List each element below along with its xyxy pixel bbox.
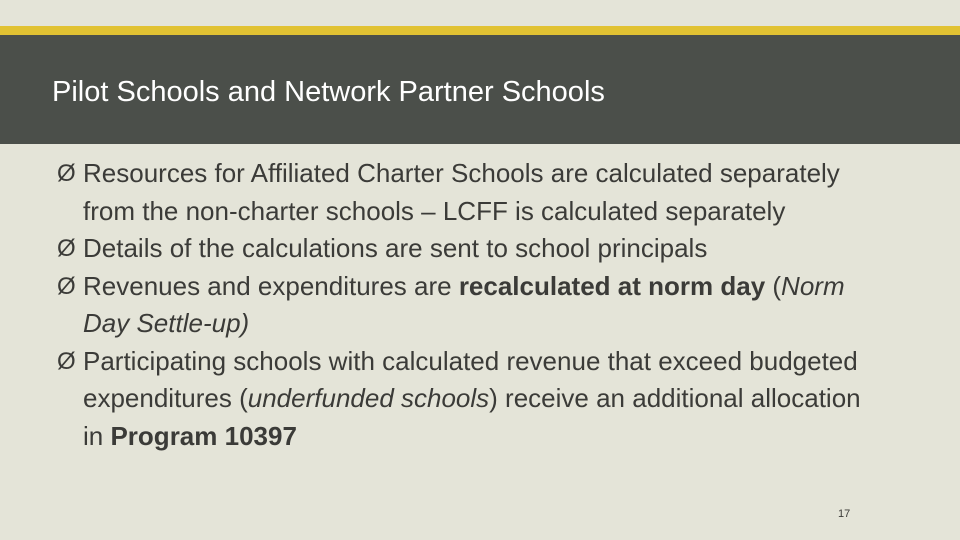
bullet-text [73,155,887,230]
bullet-text-run: Revenues and expenditures are [83,270,459,301]
bullet-text-run: ) receive an additional allocation in [83,383,861,451]
accent-bar [0,26,960,35]
bullet-text-run: underfunded schools [247,383,490,413]
bullet-item [57,155,887,230]
slide-title: Pilot Schools and Network Partner Schools [52,76,605,108]
bullet-item [57,343,887,456]
bullet-text [73,268,887,343]
bullet-text [73,230,887,268]
bullet-text-run: Norm Day Settle-up) [83,270,845,338]
bullet-item [57,230,887,268]
bullet-list [57,155,887,455]
bullet-text-run: Resources for Affiliated Charter Schools are calculated separately from the non-charter schools – LCFF is calculated separately [83,158,840,226]
page-number: 17 [838,508,851,520]
arrow-bullet-icon: Ø [57,272,76,300]
bullet-text-run: ( [765,270,782,301]
arrow-bullet-icon: Ø [57,347,76,375]
bullet-item [57,268,887,343]
arrow-bullet-icon: Ø [57,235,76,262]
bullet-text-run: Details of the calculations are sent to school principals [83,233,708,263]
bullet-text-run: recalculated at norm day [458,270,766,301]
arrow-bullet-icon: Ø [57,160,76,187]
top-margin [0,0,960,26]
bullet-text-run: Program 10397 [110,420,297,451]
bullet-text-run: Participating schools with calculated revenue that exceed budgeted expenditures ( [83,345,858,413]
bullet-text [73,343,887,456]
